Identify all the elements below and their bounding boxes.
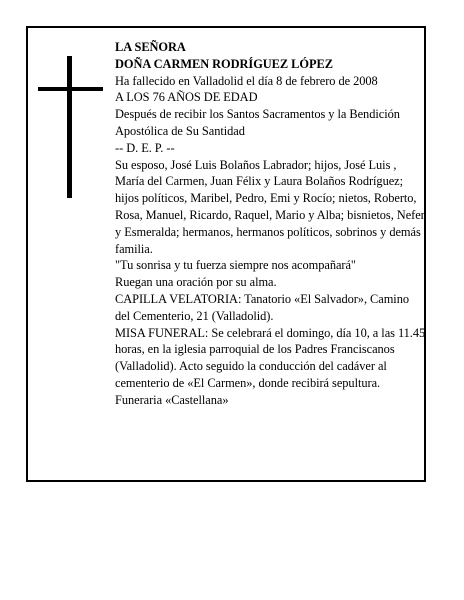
- cross-icon-crossbar: [38, 87, 103, 91]
- death-line: Ha fallecido en Valladolid el día 8 de febrero de 2008: [115, 73, 378, 88]
- quote-text: "Tu sonrisa y tu fuerza siempre nos acompañará": [115, 258, 356, 273]
- obituary-notice: [26, 26, 426, 482]
- sacraments-text: Después de recibir los Santos Sacramentos y la Bendición Apostólica de Su Santidad: [115, 107, 400, 138]
- age-line: A LOS 76 AÑOS DE EDAD: [115, 90, 258, 105]
- heading-title: LA SEÑORA: [115, 40, 186, 54]
- deceased-name: DOÑA CARMEN RODRÍGUEZ LÓPEZ: [115, 56, 333, 71]
- family-text: Su esposo, José Luis Bolaños Labrador; hijos, José Luis , María del Carmen, Juan Félix y Laura Bolaños Rodríguez; hijos políticos, Maribel, Pedro, Emi y Rocío; nietos, Roberto, Rosa, Manuel, Ricardo, Raquel, Mario y Alba; bisnietos, Nefer y Esmeralda; hermanos, hermanos políticos, sobrinos y demás familia.: [115, 157, 425, 256]
- mass-text: MISA FUNERAL: Se celebrará el domingo, día 10, a las 11.45 horas, en la iglesia parroquial de los Padres Franciscanos (Valladolid). Acto seguido la conducción del cadáver al cementerio de «El Carmen», donde recibirá sepultura.: [115, 325, 426, 390]
- funeral-home: Funeraria «Castellana»: [115, 392, 229, 407]
- obituary-text: [115, 39, 427, 409]
- prayer-text: Ruegan una oración por su alma.: [115, 275, 277, 290]
- chapel-text: CAPILLA VELATORIA: Tanatorio «El Salvador», Camino del Cementerio, 21 (Valladolid).: [115, 291, 409, 323]
- cross-icon: [67, 56, 72, 198]
- rip-text: -- D. E. P. --: [115, 140, 175, 155]
